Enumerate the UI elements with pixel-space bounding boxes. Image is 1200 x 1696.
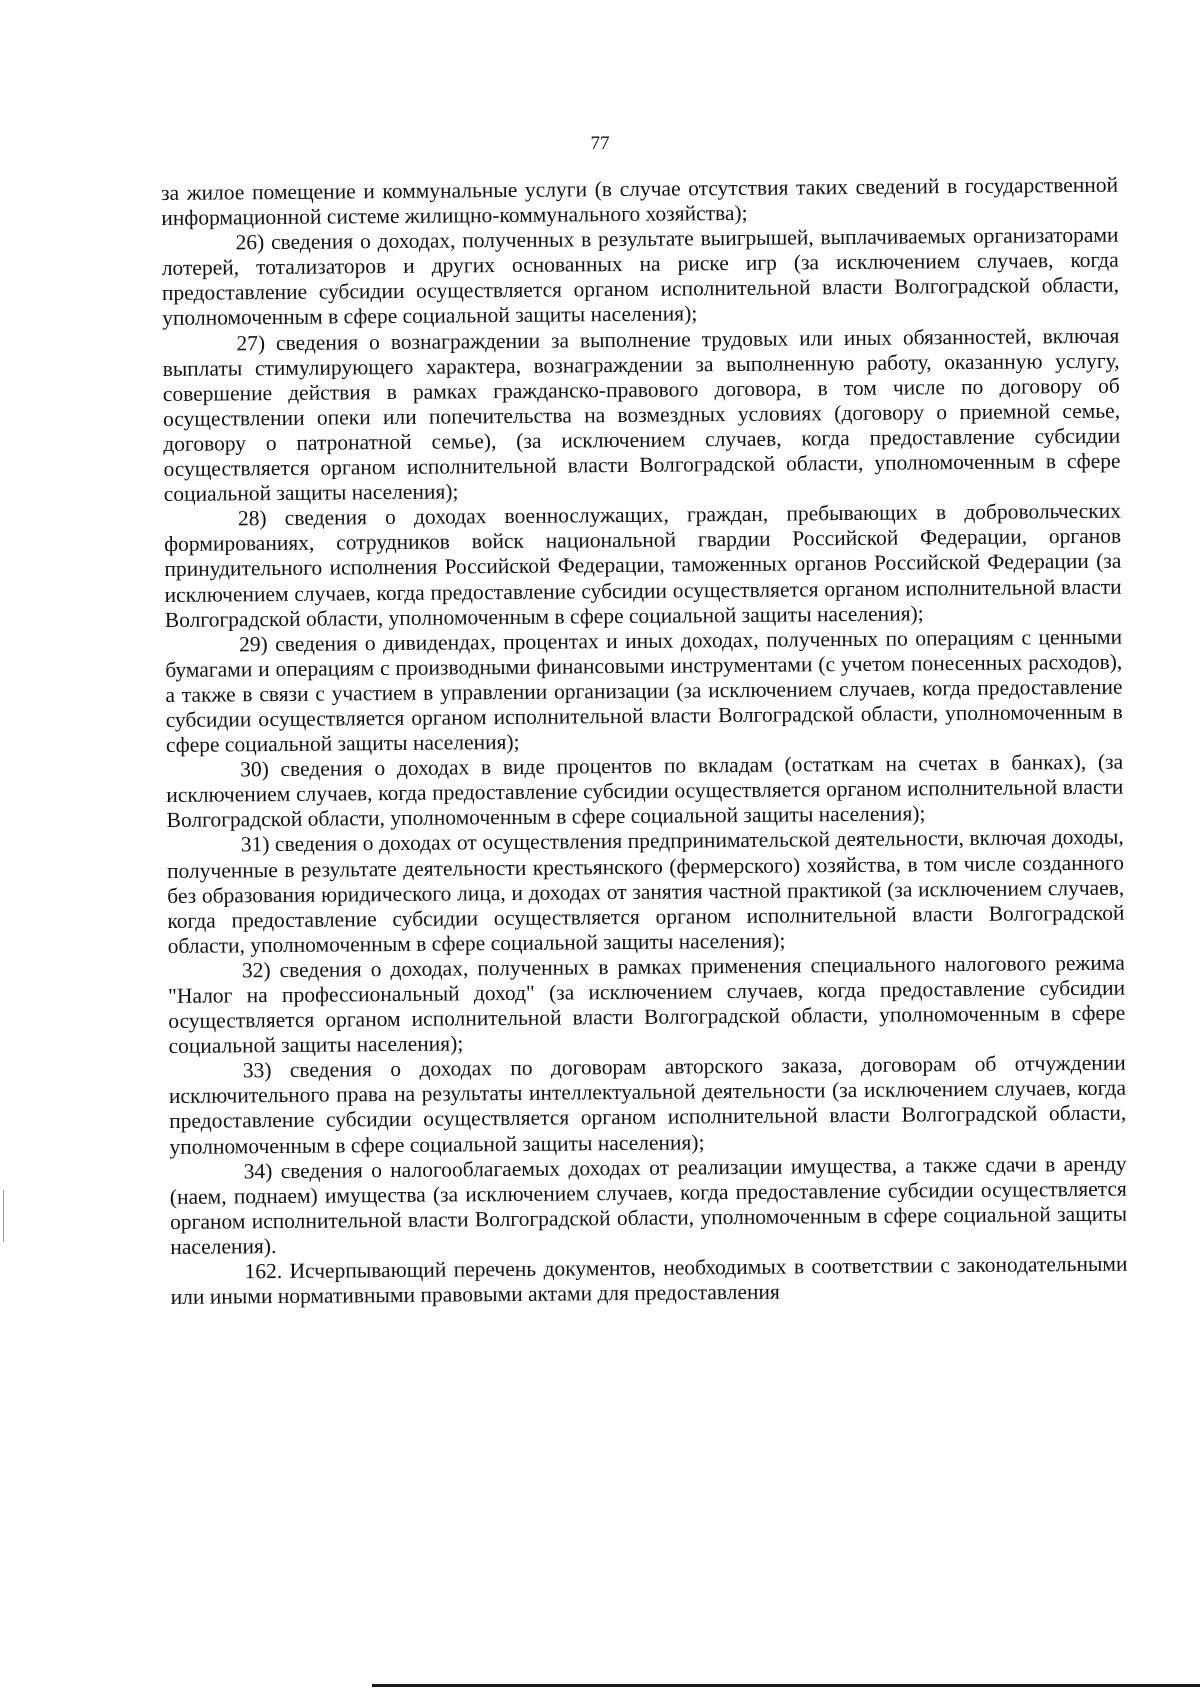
list-item-29: 29) сведения о дивидендах, процентах и иных доходах, полученных по операциям с ценными бумагами и операциям с производными финансовыми инструментами (с учетом понесенных расходов), а также в связи с участием в управлении организации (за исключением случаев, когда предоставление субсидии осуществляется органом исполнительной власти Волгоградской области, уполномоченным в сфере социальной защиты населения);: [165, 624, 1123, 758]
list-item-28: 28) сведения о доходах военнослужащих, граждан, пребывающих в добровольческих формированиях, сотрудников войск национальной гвардии Российской Федерации, органов принудительного исполнения Российской Федерации, таможенных органов Российской Федерации (за исключением случаев, когда предоставление субсидии осуществляется органом исполнительной власти Волгоградской области, уполномоченным в сфере социальной защиты населения);: [164, 498, 1122, 632]
bottom-scan-rule: [372, 1684, 1200, 1687]
document-body: [161, 173, 1128, 1311]
paragraph-continuation: за жилое помещение и коммунальные услуги (в случае отсутствия таких сведений в государственной информационной системе жилищно-коммунального хозяйства);: [161, 172, 1119, 231]
section-162: 162. Исчерпывающий перечень документов, необходимых в соответствии с законодательными или иными нормативными правовыми актами для предоставления: [170, 1251, 1128, 1310]
list-item-27: 27) сведения о вознаграждении за выполнение трудовых или иных обязанностей, включая выплаты стимулирующего характера, вознаграждении за выполненную работу, оказанную услугу, совершение действия в рамках гражданско-правового договора, в том числе по договору об осуществлении опеки или попечительства на возмездных условиях (договору о приемной семье, договору о патронатной семье), (за исключением случаев, когда предоставление субсидии осуществляется органом исполнительной власти Волгоградской области, уполномоченным в сфере социальной защиты населения);: [162, 323, 1121, 507]
list-item-32: 32) сведения о доходах, полученных в рамках применения специального налогового режима "Налог на профессиональный доход" (за исключением случаев, когда предоставление субсидии осуществляется органом исполнительной власти Волгоградской области, уполномоченным в сфере социальной защиты населения);: [168, 950, 1126, 1059]
list-item-34: 34) сведения о налогооблагаемых доходах от реализации имущества, а также сдачи в аренду (наем, поднаем) имущества (за исключением случаев, когда предоставление субсидии осуществляется органом исполнительной власти Волгоградской области, уполномоченным в сфере социальной защиты населения).: [169, 1151, 1128, 1259]
list-item-31: 31) сведения о доходах от осуществления предпринимательской деятельности, включая доходы, полученные в результате деятельности крестьянского (фермерского) хозяйства, в том числе созданного без образования юридического лица, и доходах от занятия частной практикой (за исключением случаев, когда предоставление субсидии осуществляется органом исполнительной власти Волгоградской области, уполномоченным в сфере социальной защиты населения);: [166, 825, 1125, 958]
list-item-33: 33) сведения о доходах по договорам авторского заказа, договорам об отчуждении исключительного права на результаты интеллектуальной деятельности (за исключением случаев, когда предоставление субсидии осуществляется органом исполнительной власти Волгоградской области, уполномоченным в сфере социальной защиты населения);: [168, 1050, 1127, 1159]
list-item-30: 30) сведения о доходах в виде процентов по вкладам (остаткам на счетах в банках), (за исключением случаев, когда предоставление субсидии осуществляется органом исполнительной власти Волгоградской области, уполномоченным в сфере социальной защиты населения);: [166, 749, 1124, 833]
scan-edge-mark: [3, 1190, 4, 1242]
list-item-26: 26) сведения о доходах, полученных в результате выигрышей, выплачиваемых организаторами лотерей, тотализаторов и других основанных на риске игр (за исключением случаев, когда предоставление субсидии осуществляется органом исполнительной власти Волгоградской области, уполномоченным в сфере социальной защиты населения);: [161, 222, 1120, 331]
page-number: 77: [590, 133, 610, 154]
